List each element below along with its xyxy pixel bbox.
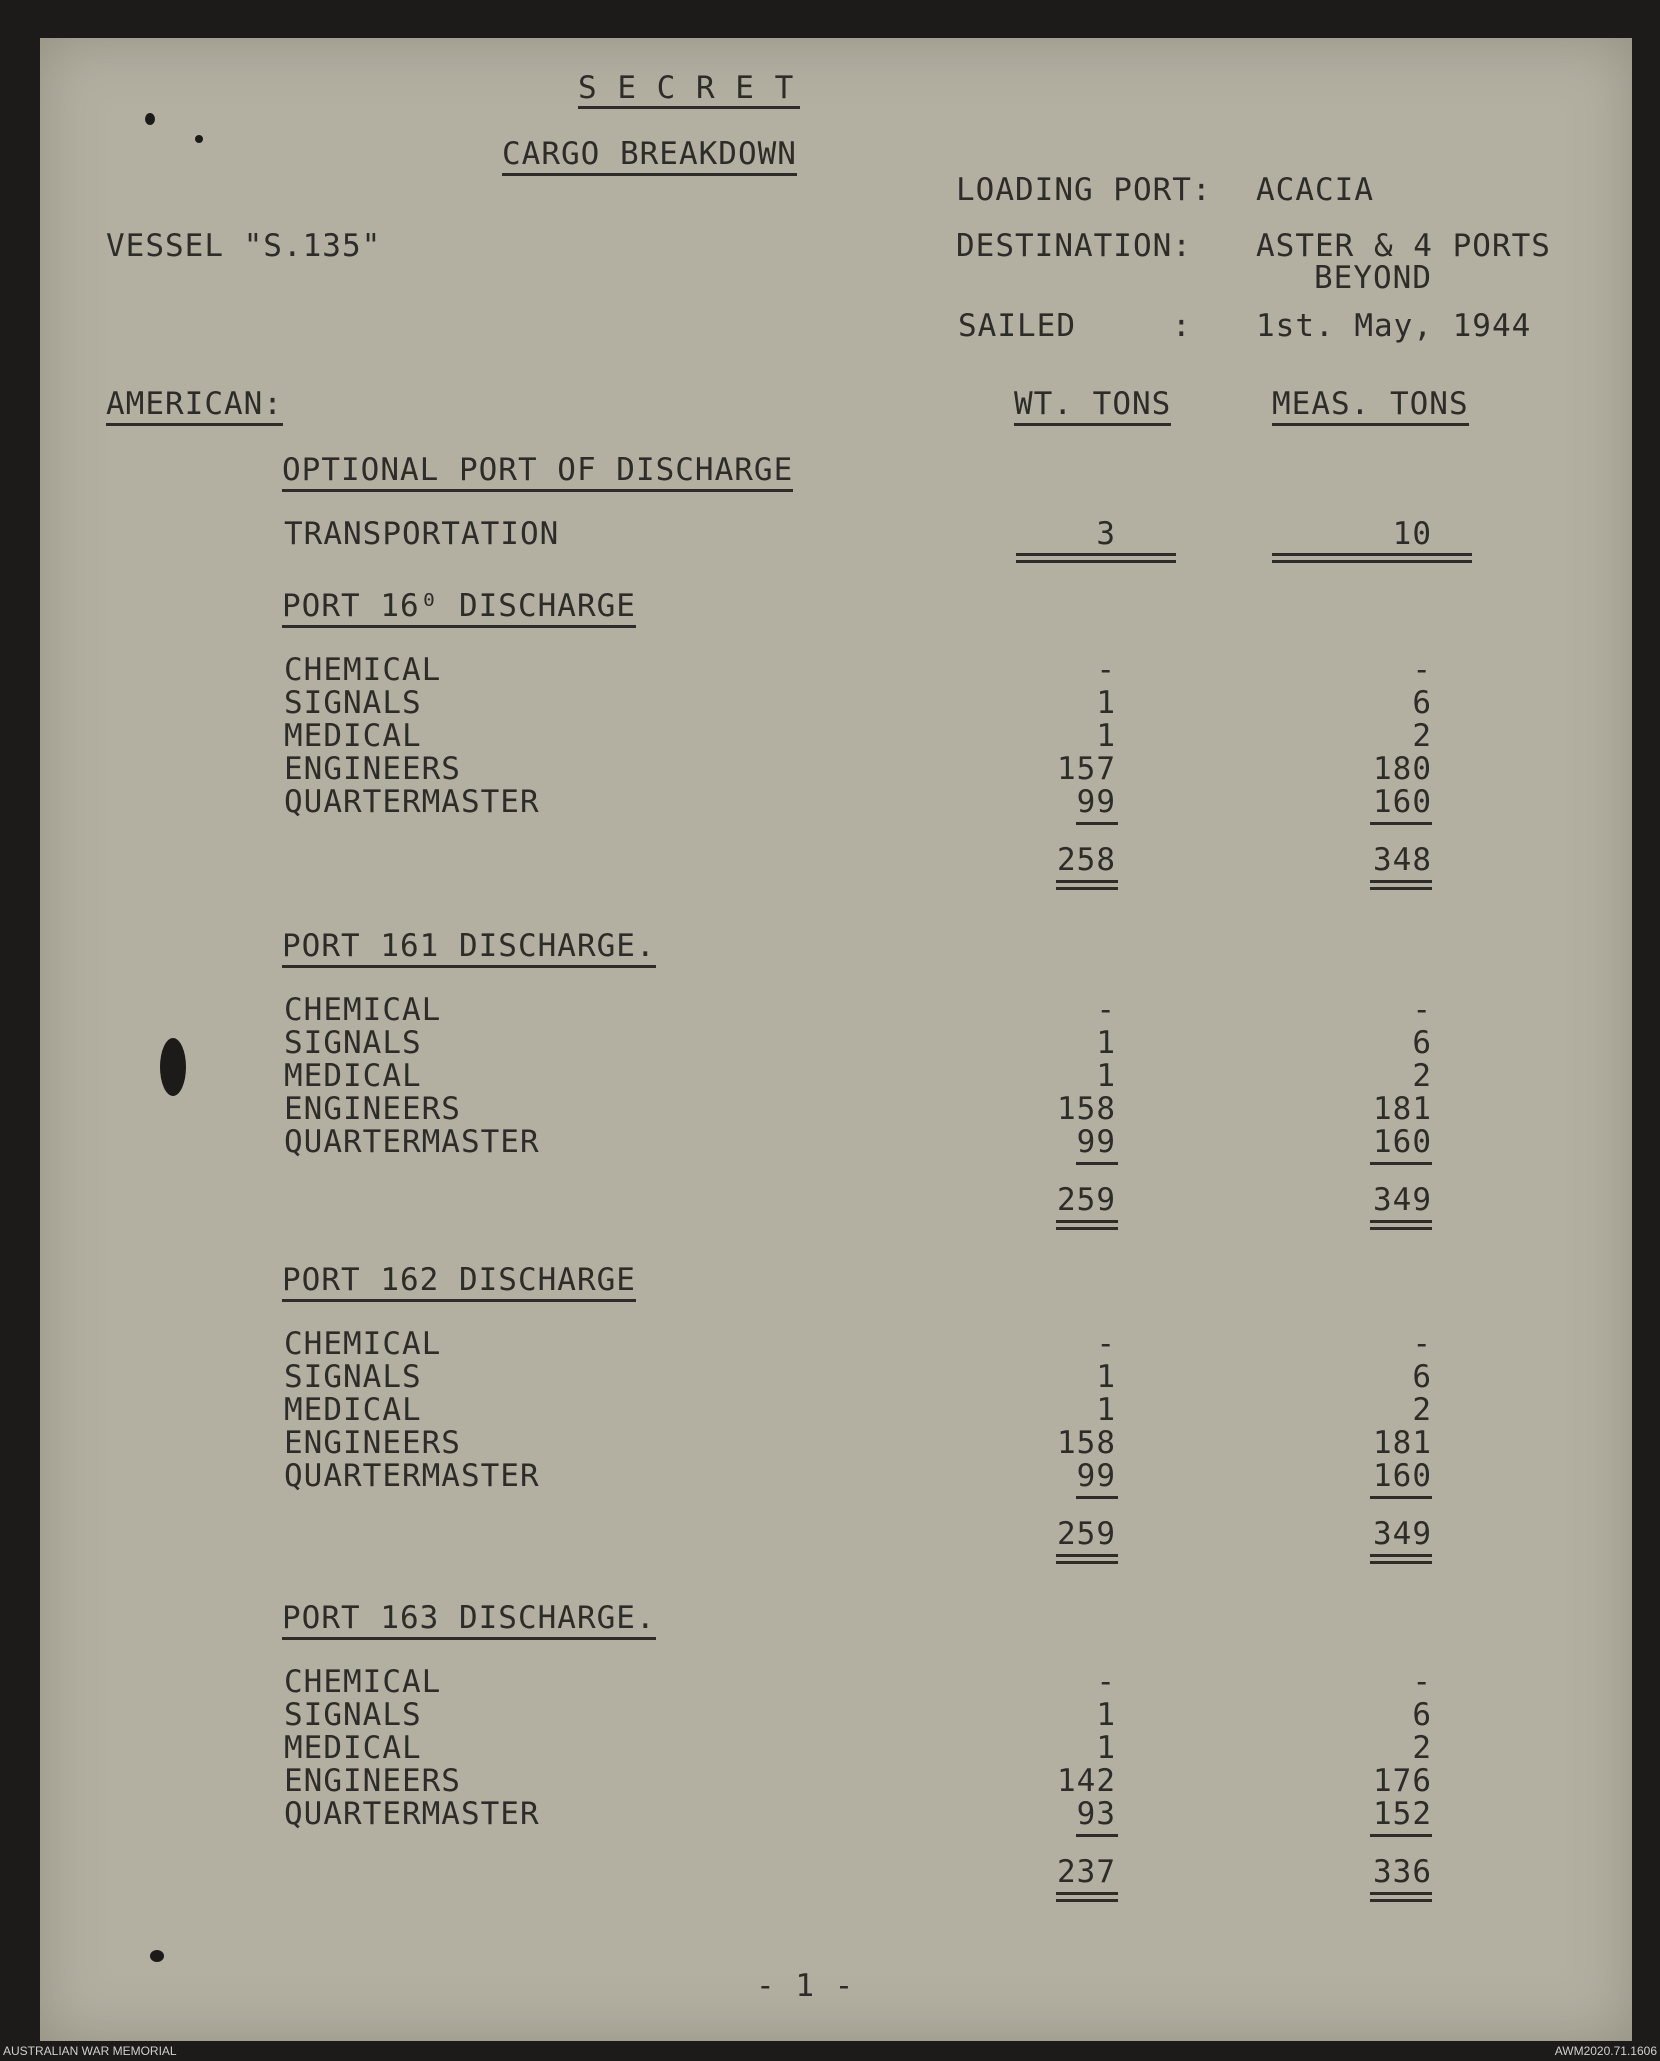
- item-meas-tons: 2: [1412, 1058, 1432, 1094]
- item-label: SIGNALS: [284, 1359, 422, 1395]
- total-rule-meas-2: [1370, 1561, 1432, 1564]
- item-meas-tons: -: [1412, 1664, 1432, 1700]
- column-header-meas-tons: MEAS. TONS: [1272, 386, 1469, 426]
- subtotal-rule-wt: [1076, 1834, 1118, 1837]
- secret-underline: [578, 106, 800, 109]
- total-wt-tons: 259: [1057, 1182, 1116, 1218]
- item-wt-tons: 99: [1076, 784, 1116, 820]
- transportation-wt: 3: [1096, 516, 1116, 552]
- optional-port-heading: OPTIONAL PORT OF DISCHARGE: [282, 452, 793, 492]
- item-meas-tons: 6: [1412, 1697, 1432, 1733]
- item-meas-tons: 176: [1373, 1763, 1432, 1799]
- total-rule-meas-2: [1370, 887, 1432, 890]
- total-rule-wt-2: [1056, 887, 1118, 890]
- item-meas-tons: 2: [1412, 718, 1432, 754]
- column-header-wt-tons: WT. TONS: [1014, 386, 1171, 426]
- section-heading: PORT 163 DISCHARGE.: [282, 1600, 656, 1640]
- transportation-label: TRANSPORTATION: [284, 516, 560, 552]
- item-wt-tons: 142: [1057, 1763, 1116, 1799]
- total-rule-wt: [1056, 1220, 1118, 1223]
- item-label: MEDICAL: [284, 1058, 422, 1094]
- sailed-label: SAILED: [958, 308, 1076, 344]
- punch-hole-small: [150, 1950, 164, 1962]
- item-meas-tons: 2: [1412, 1730, 1432, 1766]
- total-rule-wt: [1056, 1892, 1118, 1895]
- item-wt-tons: 1: [1096, 718, 1116, 754]
- pin-mark: [145, 113, 155, 125]
- item-label: SIGNALS: [284, 1697, 422, 1733]
- loading-port-value: ACACIA: [1256, 172, 1374, 208]
- total-rule-meas: [1370, 1554, 1432, 1557]
- item-meas-tons: 6: [1412, 1359, 1432, 1395]
- item-wt-tons: -: [1096, 652, 1116, 688]
- item-wt-tons: 99: [1076, 1458, 1116, 1494]
- item-label: MEDICAL: [284, 718, 422, 754]
- archive-name: AUSTRALIAN WAR MEMORIAL: [3, 2044, 177, 2058]
- total-rule-meas-2: [1370, 1227, 1432, 1230]
- total-meas-tons: 336: [1373, 1854, 1432, 1890]
- total-rule-wt-2: [1056, 1561, 1118, 1564]
- punch-hole: [160, 1038, 186, 1096]
- total-wt-tons: 259: [1057, 1516, 1116, 1552]
- section-heading: PORT 16⁰ DISCHARGE: [282, 588, 636, 628]
- item-meas-tons: 152: [1373, 1796, 1432, 1832]
- item-meas-tons: 181: [1373, 1425, 1432, 1461]
- item-label: ENGINEERS: [284, 1091, 461, 1127]
- item-label: CHEMICAL: [284, 1326, 442, 1362]
- item-meas-tons: 181: [1373, 1091, 1432, 1127]
- item-label: ENGINEERS: [284, 751, 461, 787]
- subtotal-rule-meas: [1370, 822, 1432, 825]
- item-label: SIGNALS: [284, 685, 422, 721]
- item-wt-tons: 1: [1096, 1359, 1116, 1395]
- item-wt-tons: 1: [1096, 1058, 1116, 1094]
- total-wt-tons: 237: [1057, 1854, 1116, 1890]
- total-rule-meas: [1370, 1220, 1432, 1223]
- item-meas-tons: 160: [1373, 1124, 1432, 1160]
- total-meas-tons: 348: [1373, 842, 1432, 878]
- item-meas-tons: 160: [1373, 1458, 1432, 1494]
- item-label: SIGNALS: [284, 1025, 422, 1061]
- total-rule-meas-2: [1370, 1899, 1432, 1902]
- nationality-heading: AMERICAN:: [106, 386, 283, 426]
- subtotal-rule-meas: [1370, 1834, 1432, 1837]
- item-wt-tons: 1: [1096, 685, 1116, 721]
- item-label: CHEMICAL: [284, 992, 442, 1028]
- section-heading: PORT 162 DISCHARGE: [282, 1262, 636, 1302]
- transportation-wt-rule-2: [1016, 560, 1176, 563]
- document-title: CARGO BREAKDOWN: [502, 136, 797, 176]
- total-wt-tons: 258: [1057, 842, 1116, 878]
- item-wt-tons: -: [1096, 1664, 1116, 1700]
- item-wt-tons: 158: [1057, 1091, 1116, 1127]
- sailed-date: 1st. May, 1944: [1256, 308, 1532, 344]
- subtotal-rule-wt: [1076, 822, 1118, 825]
- pin-mark: [195, 135, 203, 143]
- item-meas-tons: 180: [1373, 751, 1432, 787]
- total-rule-wt-2: [1056, 1899, 1118, 1902]
- item-label: QUARTERMASTER: [284, 1458, 540, 1494]
- item-label: CHEMICAL: [284, 652, 442, 688]
- item-label: MEDICAL: [284, 1730, 422, 1766]
- sailed-colon: :: [1172, 308, 1192, 344]
- item-wt-tons: -: [1096, 992, 1116, 1028]
- item-label: CHEMICAL: [284, 1664, 442, 1700]
- subtotal-rule-meas: [1370, 1496, 1432, 1499]
- transportation-meas: 10: [1392, 516, 1432, 552]
- item-meas-tons: -: [1412, 992, 1432, 1028]
- item-meas-tons: -: [1412, 1326, 1432, 1362]
- item-wt-tons: 99: [1076, 1124, 1116, 1160]
- item-wt-tons: 158: [1057, 1425, 1116, 1461]
- archive-footer: [0, 2041, 1660, 2061]
- item-meas-tons: -: [1412, 652, 1432, 688]
- vessel-name: VESSEL "S.135": [106, 228, 382, 264]
- loading-port-label: LOADING PORT:: [956, 172, 1212, 208]
- page-number: - 1 -: [756, 1968, 855, 2004]
- total-meas-tons: 349: [1373, 1182, 1432, 1218]
- item-meas-tons: 160: [1373, 784, 1432, 820]
- total-rule-meas: [1370, 1892, 1432, 1895]
- total-rule-wt-2: [1056, 1227, 1118, 1230]
- total-rule-meas: [1370, 880, 1432, 883]
- section-heading: PORT 161 DISCHARGE.: [282, 928, 656, 968]
- subtotal-rule-wt: [1076, 1162, 1118, 1165]
- transportation-meas-rule-2: [1272, 560, 1472, 563]
- item-meas-tons: 6: [1412, 685, 1432, 721]
- secret-label: S E C R E T: [578, 70, 795, 106]
- item-label: ENGINEERS: [284, 1425, 461, 1461]
- transportation-meas-rule: [1272, 553, 1472, 556]
- subtotal-rule-meas: [1370, 1162, 1432, 1165]
- item-wt-tons: 1: [1096, 1392, 1116, 1428]
- total-meas-tons: 349: [1373, 1516, 1432, 1552]
- item-wt-tons: -: [1096, 1326, 1116, 1362]
- item-wt-tons: 157: [1057, 751, 1116, 787]
- item-meas-tons: 6: [1412, 1025, 1432, 1061]
- item-label: QUARTERMASTER: [284, 1796, 540, 1832]
- total-rule-wt: [1056, 880, 1118, 883]
- item-label: QUARTERMASTER: [284, 1124, 540, 1160]
- item-label: QUARTERMASTER: [284, 784, 540, 820]
- subtotal-rule-wt: [1076, 1496, 1118, 1499]
- item-wt-tons: 1: [1096, 1025, 1116, 1061]
- destination-value-line1: ASTER & 4 PORTS: [1256, 228, 1551, 264]
- item-wt-tons: 93: [1076, 1796, 1116, 1832]
- item-meas-tons: 2: [1412, 1392, 1432, 1428]
- transportation-wt-rule: [1016, 553, 1176, 556]
- item-wt-tons: 1: [1096, 1730, 1116, 1766]
- item-wt-tons: 1: [1096, 1697, 1116, 1733]
- total-rule-wt: [1056, 1554, 1118, 1557]
- item-label: MEDICAL: [284, 1392, 422, 1428]
- destination-label: DESTINATION:: [956, 228, 1192, 264]
- destination-value-line2: BEYOND: [1314, 260, 1432, 296]
- archive-reference: AWM2020.71.1606: [1554, 2044, 1657, 2058]
- item-label: ENGINEERS: [284, 1763, 461, 1799]
